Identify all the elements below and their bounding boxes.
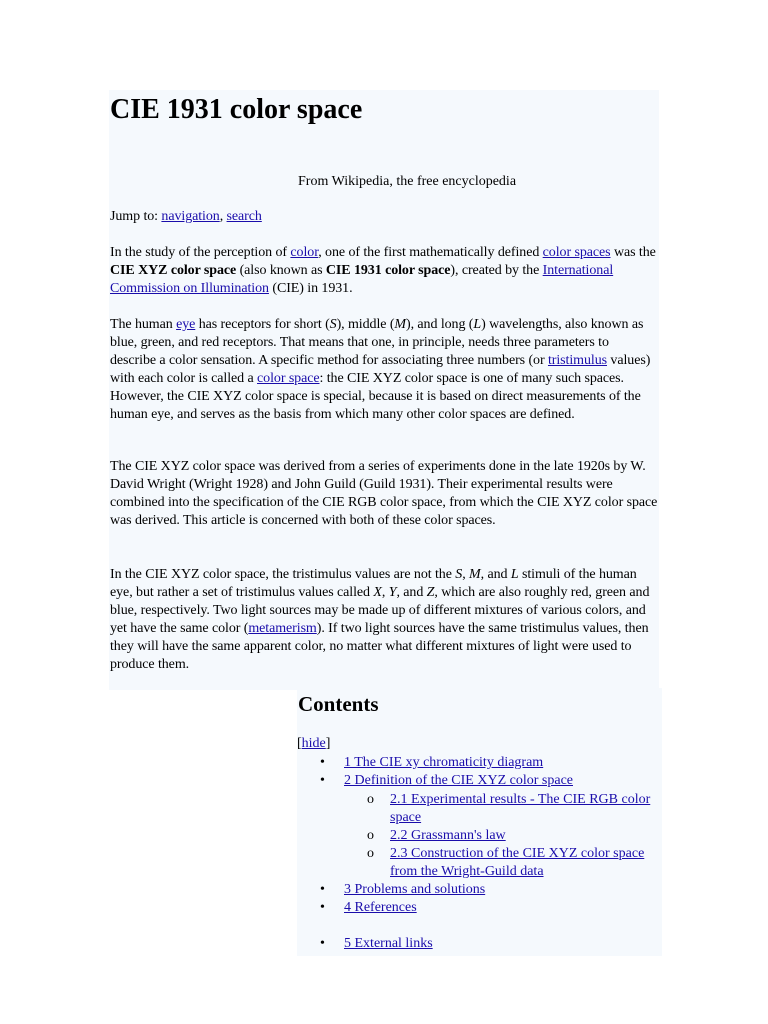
- text-run: stimuli of the human eye, but rather a set of tristimulus values called: [110, 567, 637, 600]
- color-spaces-link[interactable]: color spaces: [542, 245, 611, 260]
- text-run: ,: [462, 567, 470, 582]
- bullet-icon: •: [320, 755, 325, 770]
- jump-to-label: Jump to:: [110, 209, 162, 224]
- bracket: ]: [325, 736, 331, 751]
- toc-link-2-1[interactable]: 2.1 Experimental results - The CIE RGB color space: [390, 792, 651, 825]
- bold-term: CIE 1931 color space: [325, 262, 451, 278]
- tristimulus-paragraph: [110, 566, 658, 673]
- text-run: ), and long (: [406, 317, 474, 332]
- toc-hide-toggle: [297, 735, 330, 753]
- jump-to-links: [110, 208, 658, 226]
- color-link[interactable]: color: [290, 245, 319, 260]
- toc-link-2[interactable]: 2 Definition of the CIE XYZ color space: [344, 773, 573, 788]
- text-run: ) wavelengths, also known as blue, green, and red receptors. That means that one, in principle, needs three parameters to describe a color sensation. A specific method for associating three numbers (or: [110, 317, 644, 368]
- receptors-paragraph: [110, 316, 658, 423]
- bullet-icon: •: [320, 936, 325, 951]
- text-run: (also known as: [236, 262, 326, 278]
- text-run: In the CIE XYZ color space, the tristimulus values are not the: [110, 567, 456, 582]
- text-run: , one of the first mathematically defined: [318, 245, 543, 260]
- text-run: has receptors for short (: [195, 317, 330, 332]
- circle-bullet-icon: o: [367, 792, 374, 807]
- intro-paragraph: [110, 244, 658, 298]
- text-run: ), middle (: [336, 317, 395, 332]
- bold-term: CIE XYZ color space: [110, 262, 237, 278]
- italic-term: M: [469, 567, 481, 582]
- toc-link-2-2[interactable]: 2.2 Grassmann's law: [390, 828, 506, 843]
- search-link[interactable]: search: [226, 209, 262, 224]
- text-run: , which are also roughly red, green and blue, respectively. Two light sources may be made up of different mixtures of various colors, and yet have the same color (: [110, 584, 650, 636]
- text-run: In the study of the perception of: [110, 245, 291, 260]
- italic-term: S: [329, 317, 337, 332]
- page-title: CIE 1931 color space: [110, 94, 363, 125]
- italic-term: L: [473, 317, 482, 332]
- italic-term: S: [455, 567, 463, 582]
- text-run: , and: [396, 584, 427, 600]
- bracket: [: [297, 736, 302, 751]
- toc-link-3[interactable]: 3 Problems and solutions: [344, 882, 486, 897]
- color-space-link[interactable]: color space: [257, 370, 320, 386]
- text-run: ,: [381, 584, 389, 600]
- text-run: ), created by the: [450, 262, 543, 278]
- toc-hide-link[interactable]: hide: [301, 736, 326, 751]
- toc-link-1[interactable]: 1 The CIE xy chromaticity diagram: [344, 755, 544, 770]
- site-tagline: From Wikipedia, the free encyclopedia: [298, 174, 517, 189]
- toc-link-4[interactable]: 4 References: [344, 900, 417, 915]
- bullet-icon: •: [320, 900, 325, 915]
- italic-term: L: [510, 567, 519, 582]
- history-paragraph: The CIE XYZ color space was derived from a series of experiments done in the late 1920s by W. David Wright (Wright 1928) and John Guild (Guild 1931). Their experimental results were combined into the specification of the CIE RGB color space, from which the CIE XYZ color space was derived. This article is concerned with both of these color spaces.: [110, 459, 658, 528]
- navigation-link[interactable]: navigation: [161, 209, 220, 224]
- text-run: was the: [610, 245, 656, 260]
- text-run: ). If two light sources have the same tristimulus values, then they will have the same apparent color, no matter what different mixtures of light were used to produce them.: [110, 620, 649, 672]
- text-run: : the CIE XYZ color space is one of many such spaces. However, the CIE XYZ color space is special, because it is based on direct measurements of the human eye, and serves as the basis from which many other color spaces are defined.: [110, 370, 641, 422]
- toc-title: Contents: [298, 692, 379, 716]
- text-run: values) with each color is called a: [110, 352, 651, 386]
- toc-link-5[interactable]: 5 External links: [344, 936, 433, 951]
- eye-link[interactable]: eye: [176, 317, 196, 332]
- metamerism-link[interactable]: metamerism: [248, 620, 317, 636]
- bullet-icon: •: [320, 773, 325, 788]
- toc-link-2-3[interactable]: 2.3 Construction of the CIE XYZ color space from the Wright-Guild data: [390, 846, 645, 879]
- text-run: (CIE) in 1931.: [268, 280, 353, 296]
- bullet-icon: •: [320, 882, 325, 897]
- circle-bullet-icon: o: [367, 846, 374, 861]
- italic-term: X: [373, 584, 382, 600]
- cie-link[interactable]: International Commission on Illumination: [110, 262, 614, 296]
- italic-term: Y: [388, 584, 397, 600]
- tristimulus-link[interactable]: tristimulus: [547, 352, 607, 368]
- text-run: The human: [110, 317, 177, 332]
- text-run: , and: [480, 567, 511, 582]
- italic-term: M: [394, 317, 406, 332]
- jump-to-separator: ,: [219, 209, 227, 224]
- italic-term: Z: [426, 584, 435, 600]
- circle-bullet-icon: o: [367, 828, 374, 843]
